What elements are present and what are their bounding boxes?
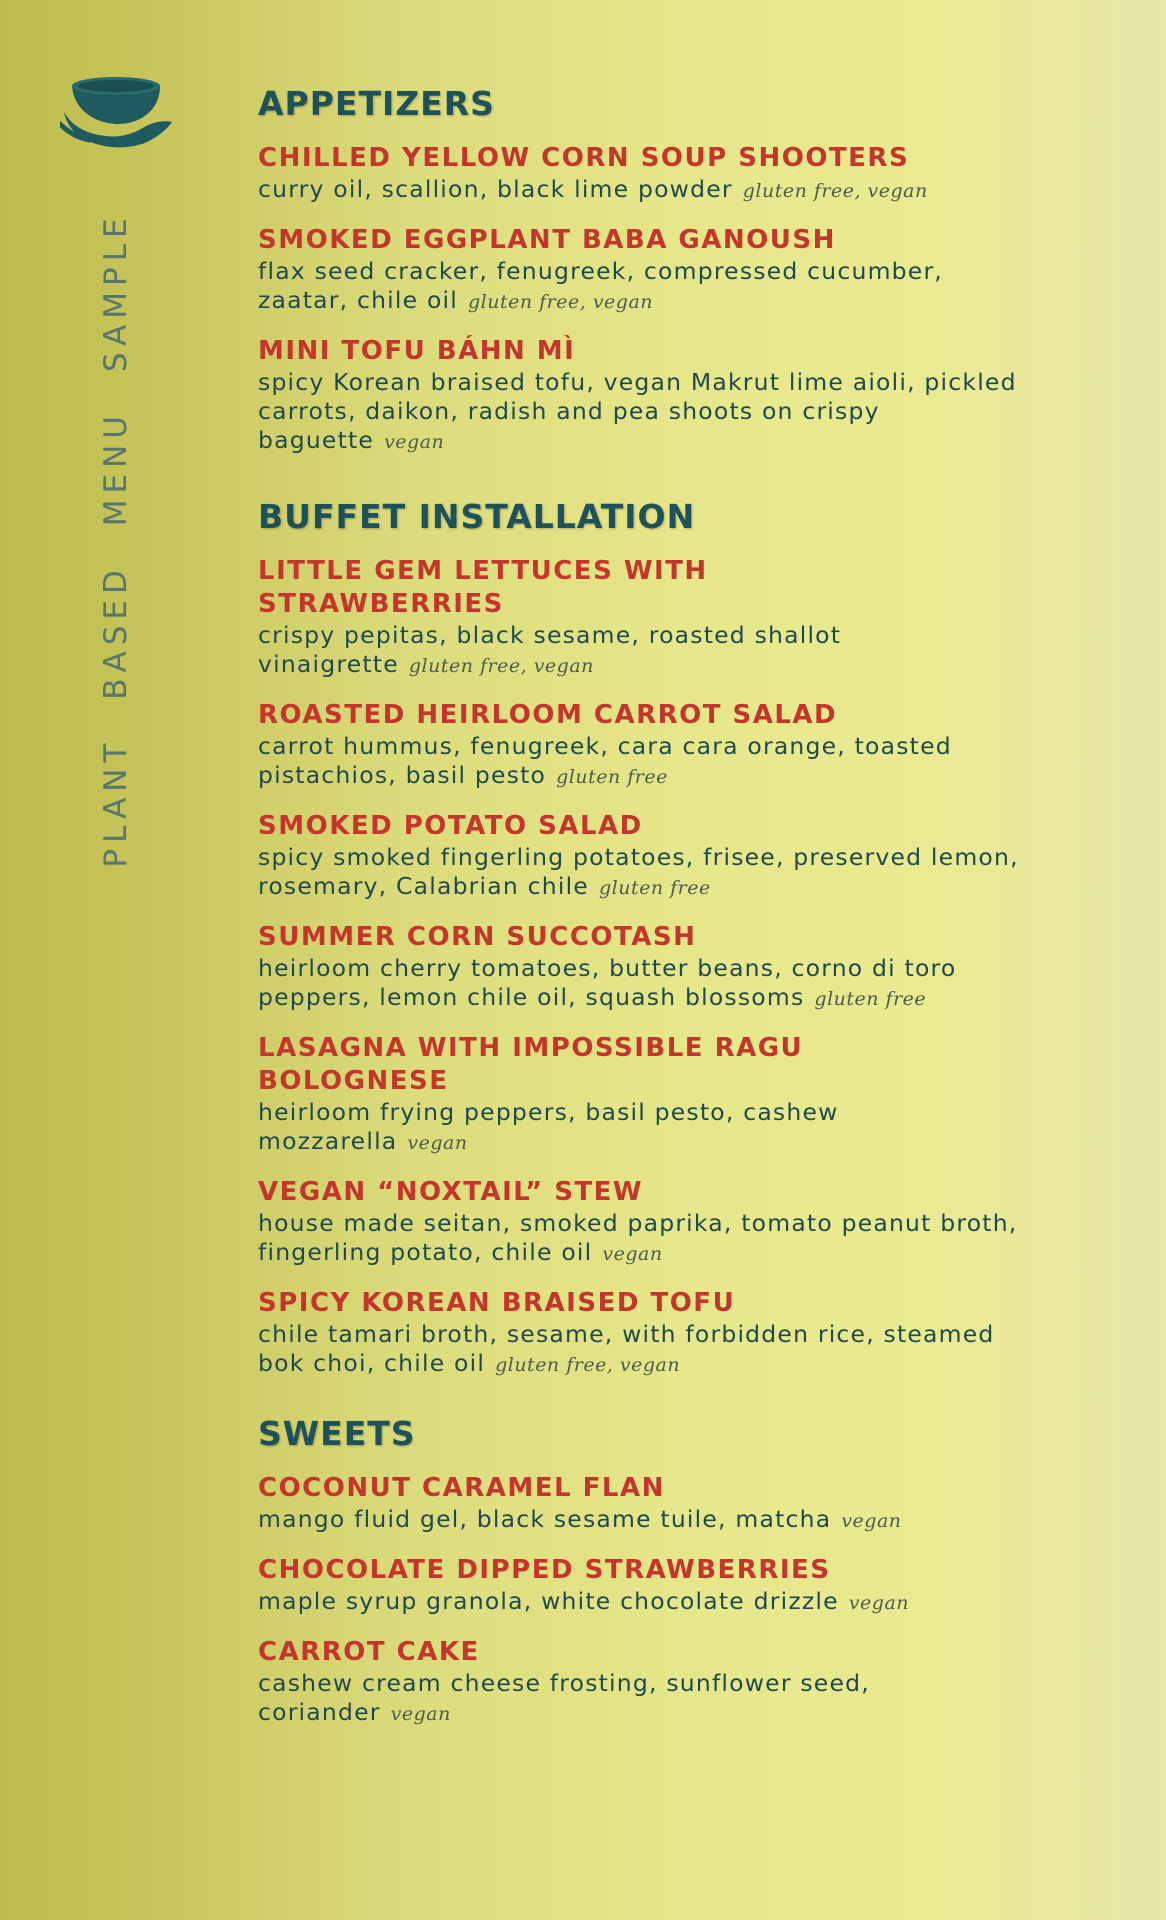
dietary-tag: gluten free, vegan xyxy=(468,291,654,313)
item-name: CARROT CAKE xyxy=(258,1637,480,1667)
item-name: SPICY KOREAN BRAISED TOFU xyxy=(258,1288,736,1318)
dietary-tag: vegan xyxy=(602,1243,663,1265)
item-description: spicy Korean braised tofu, vegan Makrut lime aioli, pickled carrots, daikon, radish and pea shoots on crispy baguette vegan xyxy=(258,368,1017,454)
item-description: chile tamari broth, sesame, with forbidden rice, steamed bok choi, chile oil gluten free, vegan xyxy=(258,1320,995,1377)
item-name: CHILLED YELLOW CORN SOUP SHOOTERS xyxy=(258,143,910,173)
dietary-tag: vegan xyxy=(384,431,445,453)
item-name: ROASTED HEIRLOOM CARROT SALAD xyxy=(258,700,838,730)
section-sweets xyxy=(258,1414,1098,1729)
dietary-tag: gluten free, vegan xyxy=(495,1354,681,1376)
dietary-tag: gluten free, vegan xyxy=(408,655,594,677)
menu-item xyxy=(258,699,1098,792)
dietary-tag: gluten free xyxy=(556,766,668,788)
item-description: house made seitan, smoked paprika, tomato peanut broth, fingerling potato, chile oil vegan xyxy=(258,1209,1018,1266)
item-name: SMOKED POTATO SALAD xyxy=(258,811,643,841)
section-title: APPETIZERS xyxy=(258,84,495,123)
menu-item xyxy=(258,1636,1098,1729)
item-description: cashew cream cheese frosting, sunflower seed, coriander vegan xyxy=(258,1669,870,1726)
item-description: carrot hummus, fenugreek, cara cara orange, toasted pistachios, basil pesto gluten free xyxy=(258,732,952,789)
dietary-tag: vegan xyxy=(848,1592,910,1614)
item-description: heirloom cherry tomatoes, butter beans, corno di toro peppers, lemon chile oil, squash blossoms gluten free xyxy=(258,954,957,1011)
section-buffet-installation xyxy=(258,497,1098,1380)
dietary-tag: vegan xyxy=(841,1510,902,1532)
item-description: curry oil, scallion, black lime powder gluten free, vegan xyxy=(258,175,928,203)
item-name: MINI TOFU BÁHN MÌ xyxy=(258,336,576,366)
section-title: SWEETS xyxy=(258,1414,416,1453)
item-name: LASAGNA WITH IMPOSSIBLE RAGU BOLOGNESE xyxy=(258,1033,804,1096)
dietary-tag: gluten free xyxy=(814,988,927,1010)
menu-item xyxy=(258,1554,1098,1618)
item-description: spicy smoked fingerling potatoes, frisee, preserved lemon, rosemary, Calabrian chile gluten free xyxy=(258,843,1019,900)
section-appetizers xyxy=(258,84,1098,457)
dietary-tag: gluten free xyxy=(598,877,711,899)
menu-item xyxy=(258,555,1098,681)
item-description: flax seed cracker, fenugreek, compressed cucumber, zaatar, chile oil gluten free, vegan xyxy=(258,257,943,314)
menu-item xyxy=(258,1472,1098,1536)
item-description: mango fluid gel, black sesame tuile, matcha vegan xyxy=(258,1505,902,1533)
menu-item xyxy=(258,810,1098,903)
item-name: VEGAN “NOXTAIL” STEW xyxy=(258,1177,644,1207)
menu-item xyxy=(258,921,1098,1014)
item-name: SUMMER CORN SUCCOTASH xyxy=(258,922,697,952)
menu-content xyxy=(258,84,1098,1729)
item-name: COCONUT CARAMEL FLAN xyxy=(258,1473,665,1503)
item-description: crispy pepitas, black sesame, roasted shallot vinaigrette gluten free, vegan xyxy=(258,621,842,678)
side-title: PLANT BASED MENU SAMPLE xyxy=(98,212,134,868)
bowl-in-hands-logo-icon xyxy=(60,68,176,152)
menu-item xyxy=(258,1032,1098,1158)
dietary-tag: vegan xyxy=(407,1132,468,1154)
item-name: CHOCOLATE DIPPED STRAWBERRIES xyxy=(258,1555,831,1585)
section-title: BUFFET INSTALLATION xyxy=(258,497,696,536)
dietary-tag: vegan xyxy=(390,1703,451,1725)
dietary-tag: gluten free, vegan xyxy=(742,180,928,202)
item-name: LITTLE GEM LETTUCES WITH STRAWBERRIES xyxy=(258,556,708,619)
menu-item xyxy=(258,142,1098,206)
item-name: SMOKED EGGPLANT BABA GANOUSH xyxy=(258,225,836,255)
menu-item xyxy=(258,1176,1098,1269)
menu-item xyxy=(258,335,1098,457)
item-description: maple syrup granola, white chocolate drizzle vegan xyxy=(258,1587,910,1615)
menu-item xyxy=(258,224,1098,317)
item-description: heirloom frying peppers, basil pesto, cashew mozzarella vegan xyxy=(258,1098,839,1155)
menu-item xyxy=(258,1287,1098,1380)
